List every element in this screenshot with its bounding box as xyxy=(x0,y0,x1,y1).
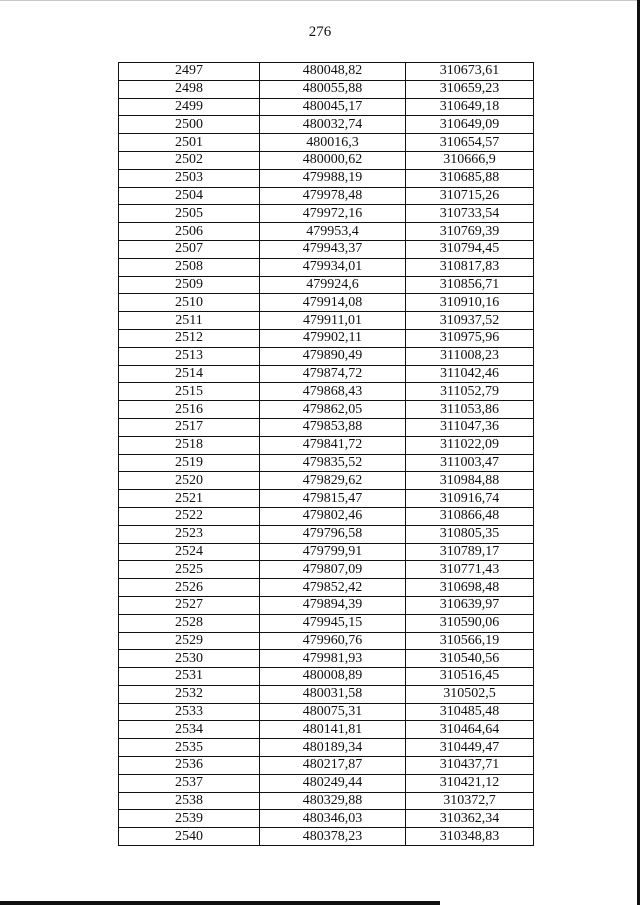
table-row xyxy=(119,543,534,561)
point-number-cell: 2504 xyxy=(119,187,260,205)
point-number-cell: 2497 xyxy=(119,63,260,81)
y-coordinate-cell: 310348,83 xyxy=(406,828,534,846)
point-number-cell: 2525 xyxy=(119,561,260,579)
point-number-cell: 2507 xyxy=(119,240,260,258)
y-coordinate-cell: 310421,12 xyxy=(406,774,534,792)
y-coordinate-cell: 310733,54 xyxy=(406,205,534,223)
point-number-cell: 2510 xyxy=(119,294,260,312)
table-row xyxy=(119,668,534,686)
table-row xyxy=(119,169,534,187)
point-number-cell: 2528 xyxy=(119,614,260,632)
x-coordinate-cell: 480378,23 xyxy=(260,828,406,846)
table-row xyxy=(119,579,534,597)
table-row xyxy=(119,436,534,454)
y-coordinate-cell: 310789,17 xyxy=(406,543,534,561)
point-number-cell: 2511 xyxy=(119,312,260,330)
y-coordinate-cell: 310449,47 xyxy=(406,739,534,757)
y-coordinate-cell: 310715,26 xyxy=(406,187,534,205)
point-number-cell: 2520 xyxy=(119,472,260,490)
y-coordinate-cell: 310666,9 xyxy=(406,151,534,169)
y-coordinate-cell: 310794,45 xyxy=(406,240,534,258)
y-coordinate-cell: 311052,79 xyxy=(406,383,534,401)
table-row xyxy=(119,685,534,703)
point-number-cell: 2513 xyxy=(119,347,260,365)
y-coordinate-cell: 310540,56 xyxy=(406,650,534,668)
table-row xyxy=(119,63,534,81)
x-coordinate-cell: 479862,05 xyxy=(260,401,406,419)
y-coordinate-cell: 311053,86 xyxy=(406,401,534,419)
x-coordinate-cell: 479852,42 xyxy=(260,579,406,597)
x-coordinate-cell: 479829,62 xyxy=(260,472,406,490)
x-coordinate-cell: 479874,72 xyxy=(260,365,406,383)
x-coordinate-cell: 480189,34 xyxy=(260,739,406,757)
table-row xyxy=(119,632,534,650)
table-row xyxy=(119,365,534,383)
point-number-cell: 2519 xyxy=(119,454,260,472)
point-number-cell: 2522 xyxy=(119,507,260,525)
table-row xyxy=(119,294,534,312)
point-number-cell: 2540 xyxy=(119,828,260,846)
table-row xyxy=(119,828,534,846)
table-row xyxy=(119,490,534,508)
point-number-cell: 2523 xyxy=(119,525,260,543)
point-number-cell: 2518 xyxy=(119,436,260,454)
y-coordinate-cell: 310654,57 xyxy=(406,134,534,152)
table-row xyxy=(119,80,534,98)
point-number-cell: 2500 xyxy=(119,116,260,134)
point-number-cell: 2517 xyxy=(119,418,260,436)
table-row xyxy=(119,329,534,347)
y-coordinate-cell: 310464,64 xyxy=(406,721,534,739)
point-number-cell: 2532 xyxy=(119,685,260,703)
x-coordinate-cell: 480329,88 xyxy=(260,792,406,810)
point-number-cell: 2512 xyxy=(119,329,260,347)
y-coordinate-cell: 310673,61 xyxy=(406,63,534,81)
y-coordinate-cell: 310771,43 xyxy=(406,561,534,579)
y-coordinate-cell: 311042,46 xyxy=(406,365,534,383)
x-coordinate-cell: 480031,58 xyxy=(260,685,406,703)
point-number-cell: 2515 xyxy=(119,383,260,401)
table-row xyxy=(119,187,534,205)
x-coordinate-cell: 479853,88 xyxy=(260,418,406,436)
point-number-cell: 2535 xyxy=(119,739,260,757)
x-coordinate-cell: 480000,62 xyxy=(260,151,406,169)
page-number: 276 xyxy=(308,24,332,40)
x-coordinate-cell: 479807,09 xyxy=(260,561,406,579)
y-coordinate-cell: 310516,45 xyxy=(406,668,534,686)
point-number-cell: 2531 xyxy=(119,668,260,686)
y-coordinate-cell: 310372,7 xyxy=(406,792,534,810)
x-coordinate-cell: 479943,37 xyxy=(260,240,406,258)
x-coordinate-cell: 480032,74 xyxy=(260,116,406,134)
point-number-cell: 2502 xyxy=(119,151,260,169)
y-coordinate-cell: 310866,48 xyxy=(406,507,534,525)
point-number-cell: 2514 xyxy=(119,365,260,383)
table-row xyxy=(119,596,534,614)
point-number-cell: 2533 xyxy=(119,703,260,721)
x-coordinate-cell: 480008,89 xyxy=(260,668,406,686)
y-coordinate-cell: 310937,52 xyxy=(406,312,534,330)
x-coordinate-cell: 479868,43 xyxy=(260,383,406,401)
table-row xyxy=(119,810,534,828)
table-row xyxy=(119,276,534,294)
point-number-cell: 2521 xyxy=(119,490,260,508)
table-row xyxy=(119,98,534,116)
point-number-cell: 2501 xyxy=(119,134,260,152)
y-coordinate-cell: 310975,96 xyxy=(406,329,534,347)
table-row xyxy=(119,703,534,721)
x-coordinate-cell: 479796,58 xyxy=(260,525,406,543)
table-row xyxy=(119,454,534,472)
coordinates-table xyxy=(118,62,534,846)
table-row xyxy=(119,507,534,525)
table-row xyxy=(119,312,534,330)
y-coordinate-cell: 310362,34 xyxy=(406,810,534,828)
point-number-cell: 2538 xyxy=(119,792,260,810)
point-number-cell: 2539 xyxy=(119,810,260,828)
point-number-cell: 2530 xyxy=(119,650,260,668)
point-number-cell: 2529 xyxy=(119,632,260,650)
table-row xyxy=(119,774,534,792)
x-coordinate-cell: 479924,6 xyxy=(260,276,406,294)
y-coordinate-cell: 310984,88 xyxy=(406,472,534,490)
table-row xyxy=(119,418,534,436)
table-row xyxy=(119,134,534,152)
y-coordinate-cell: 310698,48 xyxy=(406,579,534,597)
y-coordinate-cell: 310485,48 xyxy=(406,703,534,721)
x-coordinate-cell: 480217,87 xyxy=(260,757,406,775)
x-coordinate-cell: 479945,15 xyxy=(260,614,406,632)
x-coordinate-cell: 479934,01 xyxy=(260,258,406,276)
table-row xyxy=(119,401,534,419)
table-row xyxy=(119,739,534,757)
x-coordinate-cell: 479894,39 xyxy=(260,596,406,614)
point-number-cell: 2508 xyxy=(119,258,260,276)
table-row xyxy=(119,757,534,775)
point-number-cell: 2526 xyxy=(119,579,260,597)
table-row xyxy=(119,258,534,276)
point-number-cell: 2516 xyxy=(119,401,260,419)
point-number-cell: 2505 xyxy=(119,205,260,223)
x-coordinate-cell: 479953,4 xyxy=(260,223,406,241)
y-coordinate-cell: 310659,23 xyxy=(406,80,534,98)
table-row xyxy=(119,151,534,169)
y-coordinate-cell: 310437,71 xyxy=(406,757,534,775)
x-coordinate-cell: 479972,16 xyxy=(260,205,406,223)
x-coordinate-cell: 479960,76 xyxy=(260,632,406,650)
table-row xyxy=(119,650,534,668)
x-coordinate-cell: 479802,46 xyxy=(260,507,406,525)
x-coordinate-cell: 479988,19 xyxy=(260,169,406,187)
table-row xyxy=(119,205,534,223)
x-coordinate-cell: 479902,11 xyxy=(260,329,406,347)
y-coordinate-cell: 310639,97 xyxy=(406,596,534,614)
point-number-cell: 2503 xyxy=(119,169,260,187)
x-coordinate-cell: 480249,44 xyxy=(260,774,406,792)
coordinates-table-body xyxy=(119,63,534,846)
y-coordinate-cell: 311008,23 xyxy=(406,347,534,365)
x-coordinate-cell: 479815,47 xyxy=(260,490,406,508)
point-number-cell: 2509 xyxy=(119,276,260,294)
scan-bottom-edge xyxy=(0,901,440,905)
point-number-cell: 2498 xyxy=(119,80,260,98)
y-coordinate-cell: 311022,09 xyxy=(406,436,534,454)
table-row xyxy=(119,347,534,365)
table-row xyxy=(119,383,534,401)
y-coordinate-cell: 310685,88 xyxy=(406,169,534,187)
y-coordinate-cell: 310817,83 xyxy=(406,258,534,276)
y-coordinate-cell: 311003,47 xyxy=(406,454,534,472)
x-coordinate-cell: 479890,49 xyxy=(260,347,406,365)
y-coordinate-cell: 310590,06 xyxy=(406,614,534,632)
point-number-cell: 2527 xyxy=(119,596,260,614)
x-coordinate-cell: 480016,3 xyxy=(260,134,406,152)
x-coordinate-cell: 479799,91 xyxy=(260,543,406,561)
y-coordinate-cell: 310502,5 xyxy=(406,685,534,703)
y-coordinate-cell: 310769,39 xyxy=(406,223,534,241)
x-coordinate-cell: 480045,17 xyxy=(260,98,406,116)
x-coordinate-cell: 480141,81 xyxy=(260,721,406,739)
table-row xyxy=(119,240,534,258)
x-coordinate-cell: 479911,01 xyxy=(260,312,406,330)
y-coordinate-cell: 310649,18 xyxy=(406,98,534,116)
point-number-cell: 2499 xyxy=(119,98,260,116)
y-coordinate-cell: 310649,09 xyxy=(406,116,534,134)
x-coordinate-cell: 479914,08 xyxy=(260,294,406,312)
x-coordinate-cell: 480048,82 xyxy=(260,63,406,81)
x-coordinate-cell: 479841,72 xyxy=(260,436,406,454)
y-coordinate-cell: 311047,36 xyxy=(406,418,534,436)
y-coordinate-cell: 310916,74 xyxy=(406,490,534,508)
y-coordinate-cell: 310566,19 xyxy=(406,632,534,650)
x-coordinate-cell: 480346,03 xyxy=(260,810,406,828)
x-coordinate-cell: 480055,88 xyxy=(260,80,406,98)
x-coordinate-cell: 479981,93 xyxy=(260,650,406,668)
x-coordinate-cell: 480075,31 xyxy=(260,703,406,721)
table-row xyxy=(119,561,534,579)
table-row xyxy=(119,614,534,632)
point-number-cell: 2534 xyxy=(119,721,260,739)
point-number-cell: 2506 xyxy=(119,223,260,241)
point-number-cell: 2537 xyxy=(119,774,260,792)
y-coordinate-cell: 310856,71 xyxy=(406,276,534,294)
table-row xyxy=(119,721,534,739)
point-number-cell: 2536 xyxy=(119,757,260,775)
x-coordinate-cell: 479835,52 xyxy=(260,454,406,472)
y-coordinate-cell: 310805,35 xyxy=(406,525,534,543)
table-row xyxy=(119,792,534,810)
table-row xyxy=(119,472,534,490)
table-row xyxy=(119,116,534,134)
point-number-cell: 2524 xyxy=(119,543,260,561)
x-coordinate-cell: 479978,48 xyxy=(260,187,406,205)
scan-top-edge xyxy=(0,0,640,1)
y-coordinate-cell: 310910,16 xyxy=(406,294,534,312)
table-row xyxy=(119,223,534,241)
table-row xyxy=(119,525,534,543)
